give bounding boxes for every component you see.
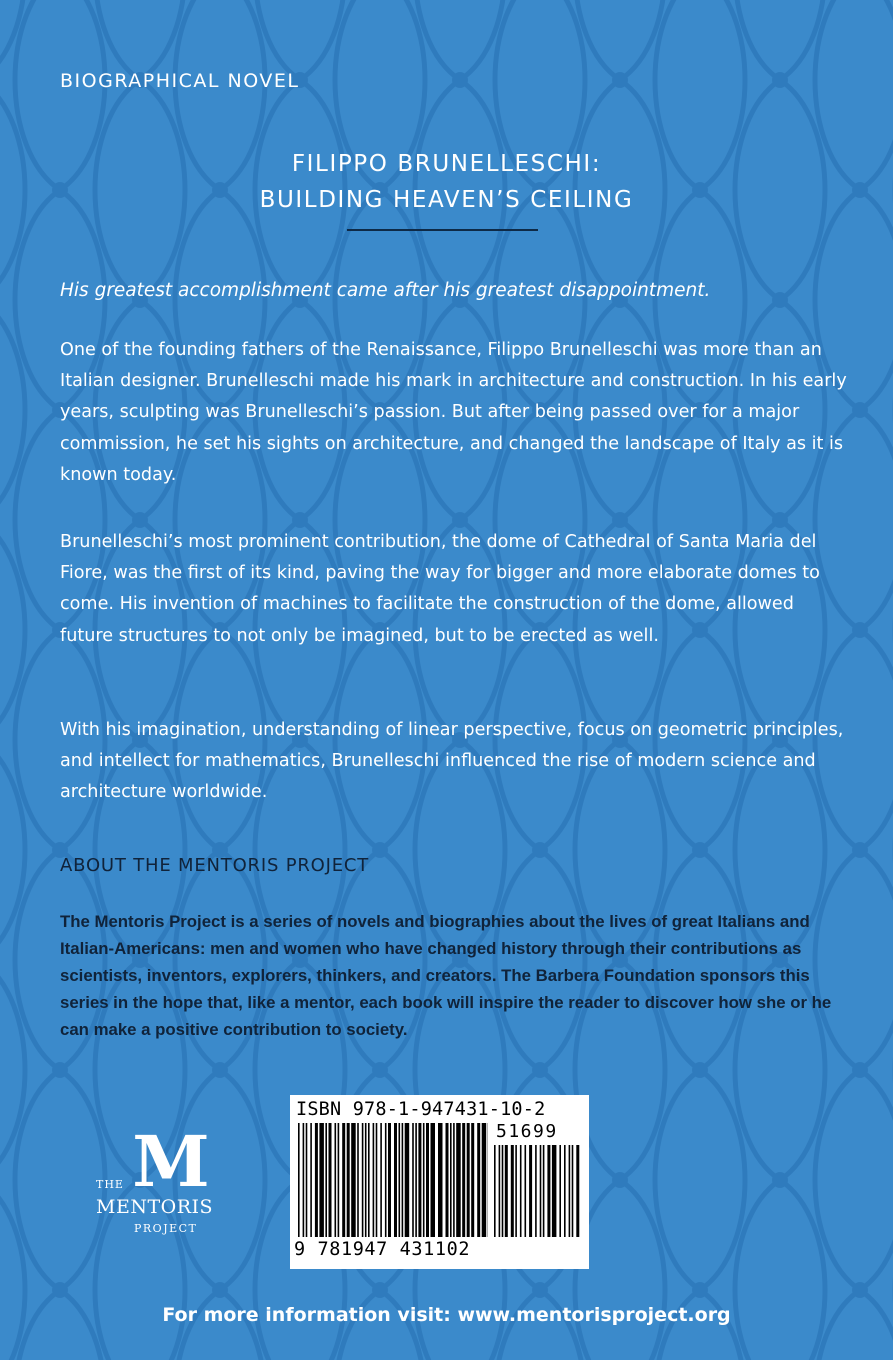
barcode-bar — [515, 1145, 517, 1237]
barcode-bar — [525, 1145, 527, 1237]
barcode-bar — [471, 1123, 474, 1237]
barcode-bar — [564, 1145, 566, 1237]
barcode-bar — [552, 1145, 557, 1237]
barcode-bar — [431, 1123, 436, 1237]
barcode-bar — [357, 1123, 359, 1237]
barcode-bar — [482, 1123, 487, 1237]
mentoris-logo — [92, 1120, 252, 1240]
ean-number: 9 781947 431102 — [294, 1239, 471, 1260]
category-label: BIOGRAPHICAL NOVEL — [60, 70, 300, 92]
barcode-bar — [362, 1123, 364, 1237]
barcode-bar — [535, 1145, 537, 1237]
price-addon-number: 51699 — [496, 1121, 558, 1142]
barcode-bar — [426, 1123, 429, 1237]
barcode-bar — [329, 1123, 332, 1237]
footer-info: For more information visit: www.mentorisproject.org — [162, 1304, 731, 1326]
tagline: His greatest accomplishment came after his greatest disappointment. — [60, 280, 711, 301]
barcode-bar — [569, 1145, 571, 1237]
barcode-bar — [394, 1123, 397, 1237]
barcode-bar — [325, 1123, 327, 1237]
barcode-bar — [547, 1145, 550, 1237]
barcode-bar — [347, 1123, 350, 1237]
logo-letter: M — [132, 1120, 210, 1203]
barcode-bar — [412, 1123, 414, 1237]
barcode-bar — [351, 1123, 356, 1237]
barcode-bar — [368, 1123, 370, 1237]
barcode-bar — [342, 1123, 345, 1237]
description-paragraph: Brunelleschi’s most prominent contribution, the dome of Cathedral of Santa Maria del Fiore, was the first of its kind, paving the way for bigger and more elaborate domes to come. His invention of machines to facilitate the construction of the dome, allowed future structures to not only be imagined, but to be erected as well. — [60, 532, 820, 646]
barcode-bar — [494, 1145, 496, 1237]
barcode-bar — [319, 1123, 324, 1237]
barcode-bar — [306, 1123, 308, 1237]
barcode-bar — [365, 1123, 367, 1237]
barcode-bar — [467, 1123, 470, 1237]
title-divider — [347, 229, 538, 231]
barcode-bar — [540, 1145, 542, 1237]
barcode-bar — [405, 1123, 410, 1237]
description-paragraph: With his imagination, understanding of linear perspective, focus on geometric principles, and intellect for mathematics, Brunelleschi influenced the rise of modern science and architecture worldwide. — [60, 720, 844, 803]
description-paragraph: One of the founding fathers of the Renaissance, Filippo Brunelleschi was more than an Italian designer. Brunelleschi made his mark in architecture and construction. In his early years, sculpting was Brunelleschi’s passion. But after being passed over for a major commission, he set his sights on architecture, and changed the landscape of Italy as it is known today. — [60, 340, 847, 485]
barcode-bar — [529, 1145, 532, 1237]
barcode-bar — [385, 1123, 387, 1237]
barcode-bar — [380, 1123, 382, 1237]
barcode-bar — [477, 1123, 480, 1237]
logo-name: MENTORIS — [96, 1196, 214, 1218]
isbn-barcode — [290, 1095, 589, 1269]
title-line-2: BUILDING HEAVEN’S CEILING — [259, 187, 634, 213]
logo-project: PROJECT — [134, 1222, 198, 1235]
barcode-bar — [338, 1123, 340, 1237]
title-line-1: FILIPPO BRUNELLESCHI: — [291, 151, 602, 177]
barcode-bar — [453, 1123, 455, 1237]
barcode-bar — [423, 1123, 425, 1237]
barcode-bar — [315, 1123, 318, 1237]
barcode-bar — [543, 1145, 545, 1237]
isbn-text: ISBN 978-1-947431-10-2 — [296, 1099, 546, 1120]
about-body: The Mentoris Project is a series of novels and biographies about the lives of great Italians and Italian-Americans: men and women who have changed history through their contributions as scientists, inventors, explorers, thinkers, and creators. The Barbera Foundation sponsors this series in the hope that, like a mentor, each book will inspire the reader to discover how she or he can make a positive contribution to society. — [60, 912, 832, 1039]
barcode-bar — [450, 1123, 452, 1237]
barcode-bar — [310, 1123, 312, 1237]
barcode-bars-icon — [298, 1123, 488, 1237]
barcode-bar — [388, 1123, 391, 1237]
barcode-bar — [446, 1123, 449, 1237]
logo-the: THE — [96, 1178, 124, 1191]
barcode-bar — [438, 1123, 443, 1237]
barcode-bar — [502, 1145, 504, 1237]
barcode-bar — [462, 1123, 465, 1237]
barcode-bar — [511, 1145, 514, 1237]
barcode-bar — [402, 1123, 404, 1237]
barcode-bar — [418, 1123, 421, 1237]
about-heading: ABOUT THE MENTORIS PROJECT — [60, 855, 370, 876]
barcode-bar — [520, 1145, 522, 1237]
barcode-bar — [415, 1123, 417, 1237]
barcode-bar — [376, 1123, 378, 1237]
barcode-bar — [373, 1123, 375, 1237]
barcode-bar — [499, 1145, 501, 1237]
addon-barcode-bars-icon — [494, 1145, 580, 1237]
barcode-bar — [298, 1123, 300, 1237]
barcode-bar — [572, 1145, 574, 1237]
barcode-bar — [559, 1145, 561, 1237]
book-title — [0, 146, 893, 218]
barcode-bar — [505, 1145, 508, 1237]
barcode-bar — [335, 1123, 337, 1237]
barcode-bar — [303, 1123, 305, 1237]
barcode-bar — [399, 1123, 401, 1237]
barcode-bar — [456, 1123, 461, 1237]
barcode-bar — [576, 1145, 579, 1237]
